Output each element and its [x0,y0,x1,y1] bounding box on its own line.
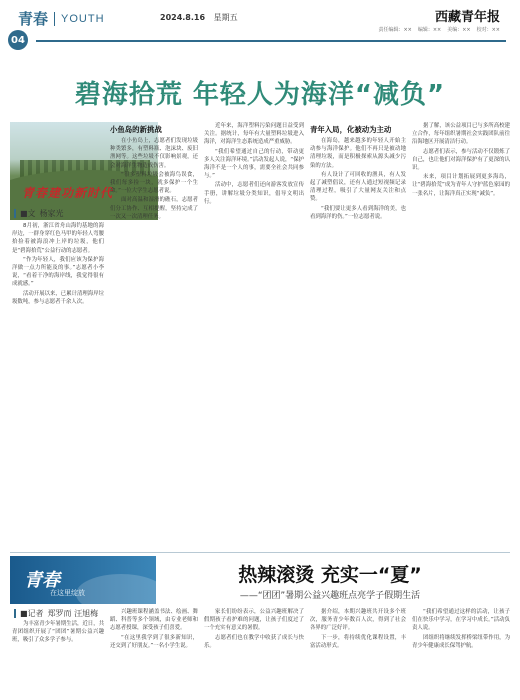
paragraph: 为丰富青少年暑期生活，近日，共青团组织开展了“团团”暑期公益兴趣班，吸引了众多学子参与。 [12,621,104,644]
paragraph: 活动中，志愿者们还向游客发放宣传手册，讲解垃圾分类知识，倡导文明出行。 [204,182,304,205]
lead-column-2 [110,122,198,548]
byline-author: 郑罗而 汪旭梅 [47,609,99,618]
byline-marker [14,209,16,218]
credit-editor: 责任编辑：×× [378,27,412,33]
banner-wave [76,574,156,604]
byline-marker [14,609,16,618]
section-title-cn: 青春 [18,10,49,28]
editor-credits [378,26,500,33]
paragraph: 志愿者们表示，参与活动不仅锻炼了自己，也让他们对海洋保护有了更深的认识。 [412,148,510,172]
lead-column-3 [204,122,304,548]
weekday-text: 星期五 [213,13,238,22]
paragraph: 家长们纷纷表示，公益兴趣班解决了假期孩子看护难的问题，让孩子们度过了一个充实有意义的暑假。 [204,609,304,632]
byline-label: ■记者 [20,609,44,618]
section-title-en: YOUTH [61,12,105,25]
paragraph: 下一步，将持续优化课程设置，丰富活动形式。 [310,634,406,649]
second-headline: 热辣滚烫 充实一“夏” [238,564,422,586]
paragraph: 团组织将继续发挥桥梁纽带作用，为青少年健康成长保驾护航。 [412,634,510,649]
lead-column-1 [12,222,104,548]
lead-column-5 [412,122,510,548]
photo-calligraphy: 青春建功新时代 [22,186,114,200]
paragraph: 在海岛，越来越多的年轻人开始主动参与海洋保护。他们不再只是被动地清理垃圾，而是积极探索从源头减少污染的方法。 [310,138,406,169]
credit-proof: 校对：×× [476,27,500,33]
subheading: 小鱼岛的新挑战 [110,125,162,134]
paragraph: “在这里我学到了很多新知识，还交到了好朋友。”一名小学生说。 [110,634,198,649]
second-column-1 [12,620,104,696]
section-header [18,8,105,29]
paragraph: 面对高温和湿滑的礁石，志愿者们分工协作、互相提醒，坚持完成了一次又一次清理任务。 [110,197,198,220]
paragraph: “很多塑料垃圾会被海鸟误食，我们每多捡一块，就多保护一个生命。”一位大学生志愿者说。 [110,171,198,195]
paragraph: 志愿者们也在教学中收获了成长与快乐。 [204,634,304,649]
masthead-rule [36,40,506,42]
paragraph: 有人设计了可回收的渔具，有人发起了减塑倡议，还有人通过短视频记录清理过程，吸引了大量网友关注和点赞。 [310,171,406,203]
paragraph: 兴趣班课程涵盖书法、绘画、舞蹈、科普等多个领域，由专业老师和志愿者授课，深受孩子们喜爱。 [110,609,198,632]
banner-lettering: 青春 [24,570,60,591]
newspaper-logo: 西藏青年报 [434,10,500,25]
issue-date [160,12,238,23]
paragraph: “我们希望通过这样的活动，让孩子们在快乐中学习，在学习中成长。”活动负责人说。 [412,609,510,632]
paragraph: 活动开展以来，已累计清理海岸垃圾数吨，参与志愿者千余人次。 [12,290,104,305]
paragraph: “作为年轻人，我们应该为保护海洋做一点力所能及的事。”志愿者小李说，“看着干净的海岸线，我觉得很有成就感。” [12,256,104,288]
paragraph: 8月初，浙江省舟山海钓基地的海岸边，一群身穿红色马甲的年轻人弯腰拾捡着被海浪冲上岸的垃圾，他们是“碧海拾荒”公益行动的志愿者。 [12,223,104,254]
second-byline [14,608,98,619]
paragraph: 近年来，海洋塑料污染问题日益受到关注。据统计，每年有大量塑料垃圾进入海洋，对海洋生态系统造成严重威胁。 [204,123,304,146]
paragraph: 在小鱼岛上，志愿者们发现垃圾种类繁多，有塑料瓶、泡沫块、废旧渔网等。这些垃圾不仅影响景观，还会对海洋生物造成伤害。 [110,138,198,169]
second-column-5 [412,608,510,696]
paragraph: “我们希望通过自己的行动，带动更多人关注海洋环境。”活动发起人说，“保护海洋不是一个人的事，需要全社会共同参与。” [204,148,304,180]
credit-edit: 编辑：×× [417,27,442,33]
paragraph: “我们要让更多人看到海洋的美，也看到海洋的伤。”一位志愿者说。 [310,205,406,220]
credit-design: 美编：×× [447,27,471,33]
lead-headline: 碧海拾荒 年轻人为海洋“减负” [74,80,446,110]
paragraph: 据了解，该公益项目已与多所高校建立合作，每年组织暑期社会实践团队前往沿海地区开展清洁行动。 [412,123,510,146]
date-text: 2024.8.16 [160,13,206,22]
lead-column-4 [310,122,406,548]
second-column-3 [204,608,304,696]
byline-author: 杨家光 [39,209,64,218]
paragraph: 据介绍，本期兴趣班共开设多个班次，服务青少年数百人次，得到了社会各界的广泛好评。 [310,609,406,632]
paragraph: 未来，项目计划拓展到更多海岛，让“碧海拾荒”成为青年人守护蓝色家园的一张名片，让海洋真正实现“减负”。 [412,174,510,197]
section-divider [54,12,55,26]
banner-sub-lettering: 在这里绽放 [50,589,85,597]
subheading: 青年入局，化被动为主动 [310,125,392,134]
second-column-2 [110,608,198,696]
page-number-badge: 04 [8,30,28,50]
second-column-4 [310,608,406,696]
lead-byline [14,208,64,219]
second-subheadline: ——“团团”暑期公益兴趣班点亮学子假期生活 [239,591,421,601]
byline-label: ■文 [20,209,36,218]
masthead [0,0,520,50]
second-story-banner-image [10,556,156,604]
story-divider [10,552,510,553]
